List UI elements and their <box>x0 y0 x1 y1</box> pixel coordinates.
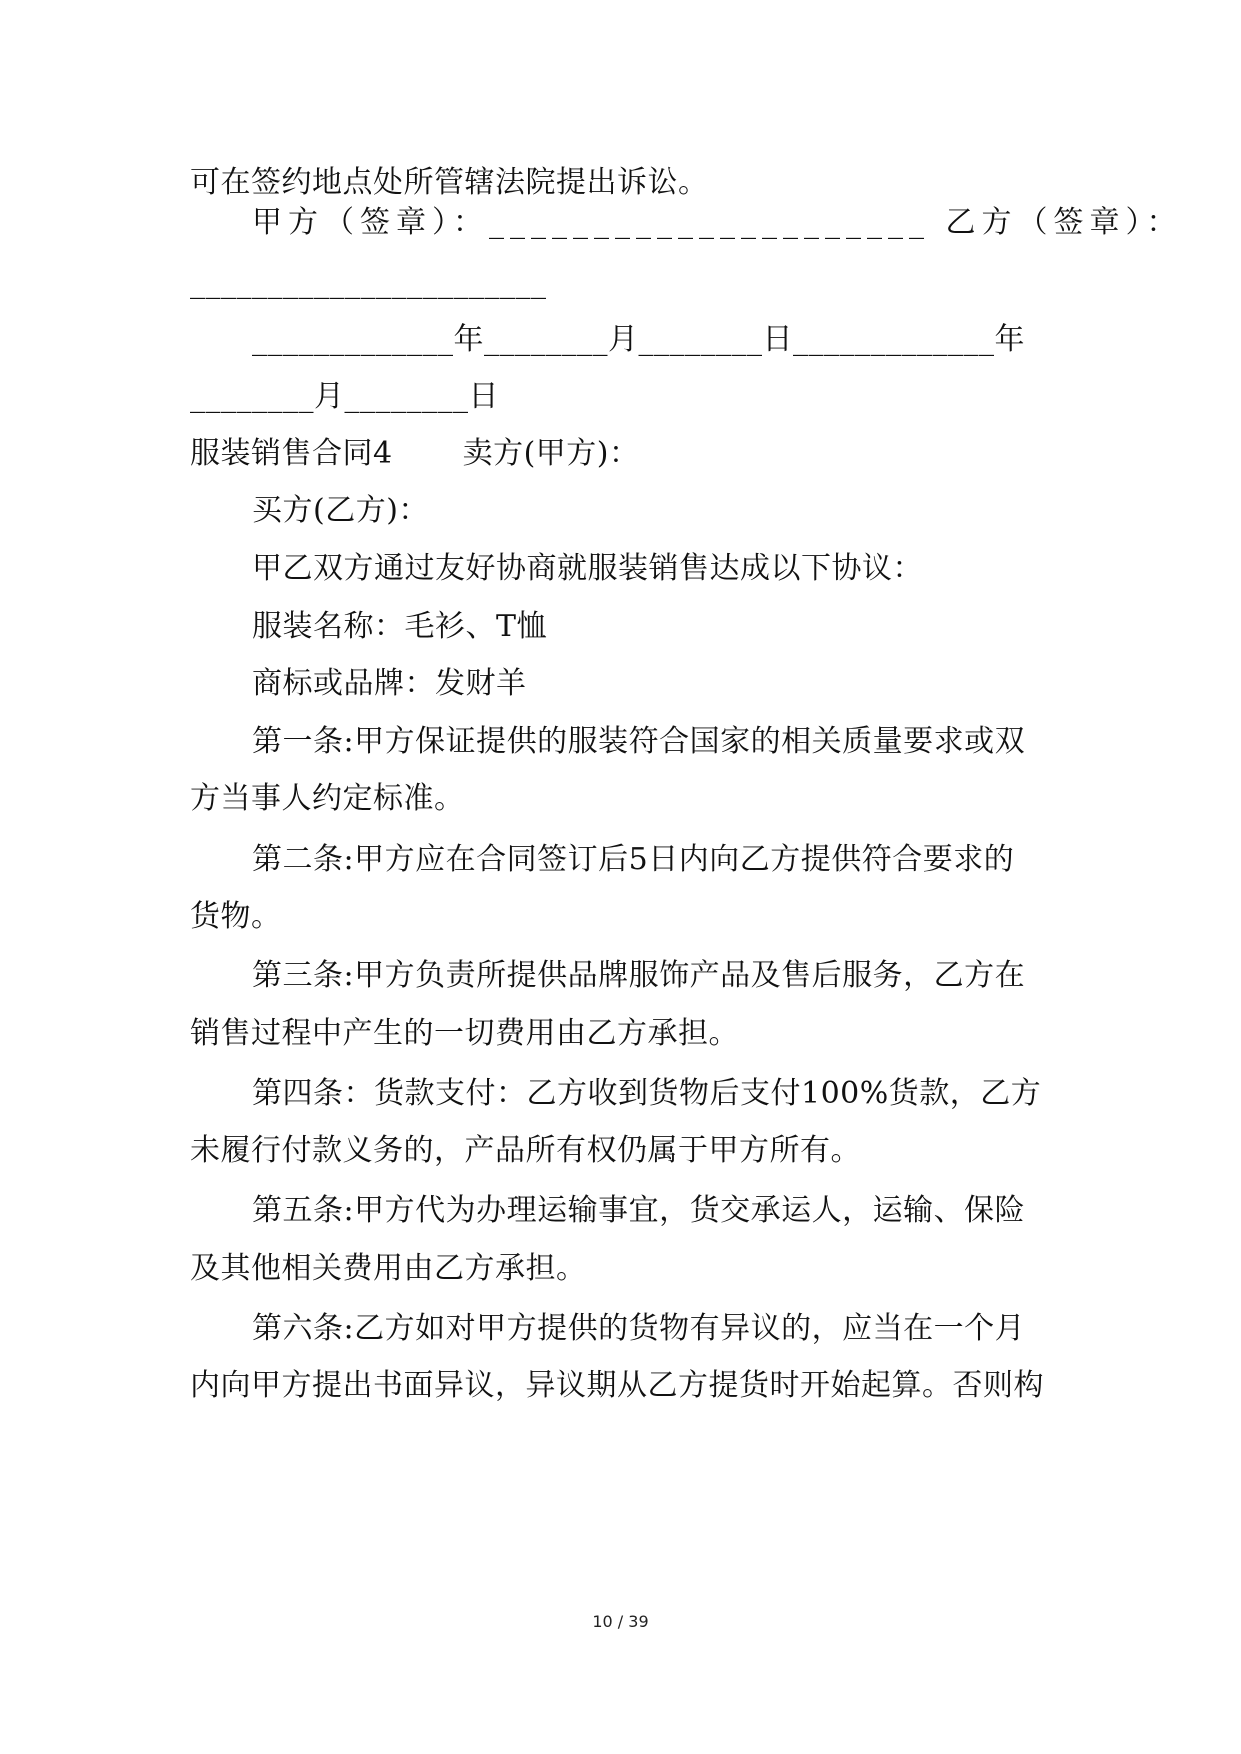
brand-name: 商标或品牌：发财羊 <box>252 666 527 701</box>
article-1-continued: 方当事人约定标准。 <box>190 781 465 816</box>
text-line-1: 可在签约地点处所管辖法院提出诉讼。 <box>190 165 709 200</box>
article-5-continued: 及其他相关费用由乙方承担。 <box>190 1251 587 1286</box>
garment-name: 服装名称：毛衫、T恤 <box>252 609 548 644</box>
article-6: 第六条:乙方如对甲方提供的货物有异议的，应当在一个月 <box>252 1311 1026 1346</box>
article-1: 第一条:甲方保证提供的服装符合国家的相关质量要求或双 <box>252 724 1026 759</box>
article-6-continued: 内向甲方提出书面异议，异议期从乙方提货时开始起算。否则构 <box>190 1368 1044 1403</box>
date-line: _____________年________月________日_____________年 <box>252 322 1025 357</box>
date-line-continued: ________月________日 <box>190 379 499 414</box>
page-number: 10 / 39 <box>592 1612 649 1631</box>
article-4: 第四条：货款支付：乙方收到货物后支付100%货款，乙方 <box>252 1076 1042 1111</box>
article-4-continued: 未履行付款义务的，产品所有权仍属于甲方所有。 <box>190 1133 861 1168</box>
article-2-continued: 货物。 <box>190 899 282 934</box>
article-5: 第五条:甲方代为办理运输事宜，货交承运人，运输、保险 <box>252 1193 1026 1228</box>
article-3-continued: 销售过程中产生的一切费用由乙方承担。 <box>190 1016 739 1051</box>
agreement-intro: 甲乙双方通过友好协商就服装销售达成以下协议： <box>252 551 923 586</box>
buyer-label: 买方(乙方)： <box>252 493 429 528</box>
contract-title: 服装销售合同4 <box>190 436 393 471</box>
signature-line: 甲方（签章）：_____________________ 乙方（签章）： <box>252 205 1183 240</box>
signature-blank: _______________________ <box>190 265 547 300</box>
seller-label: 卖方(甲方)： <box>462 436 640 471</box>
article-3: 第三条:甲方负责所提供品牌服饰产品及售后服务，乙方在 <box>252 958 1026 993</box>
contract-heading-line <box>190 434 1060 474</box>
article-2: 第二条:甲方应在合同签订后5日内向乙方提供符合要求的 <box>252 842 1015 877</box>
